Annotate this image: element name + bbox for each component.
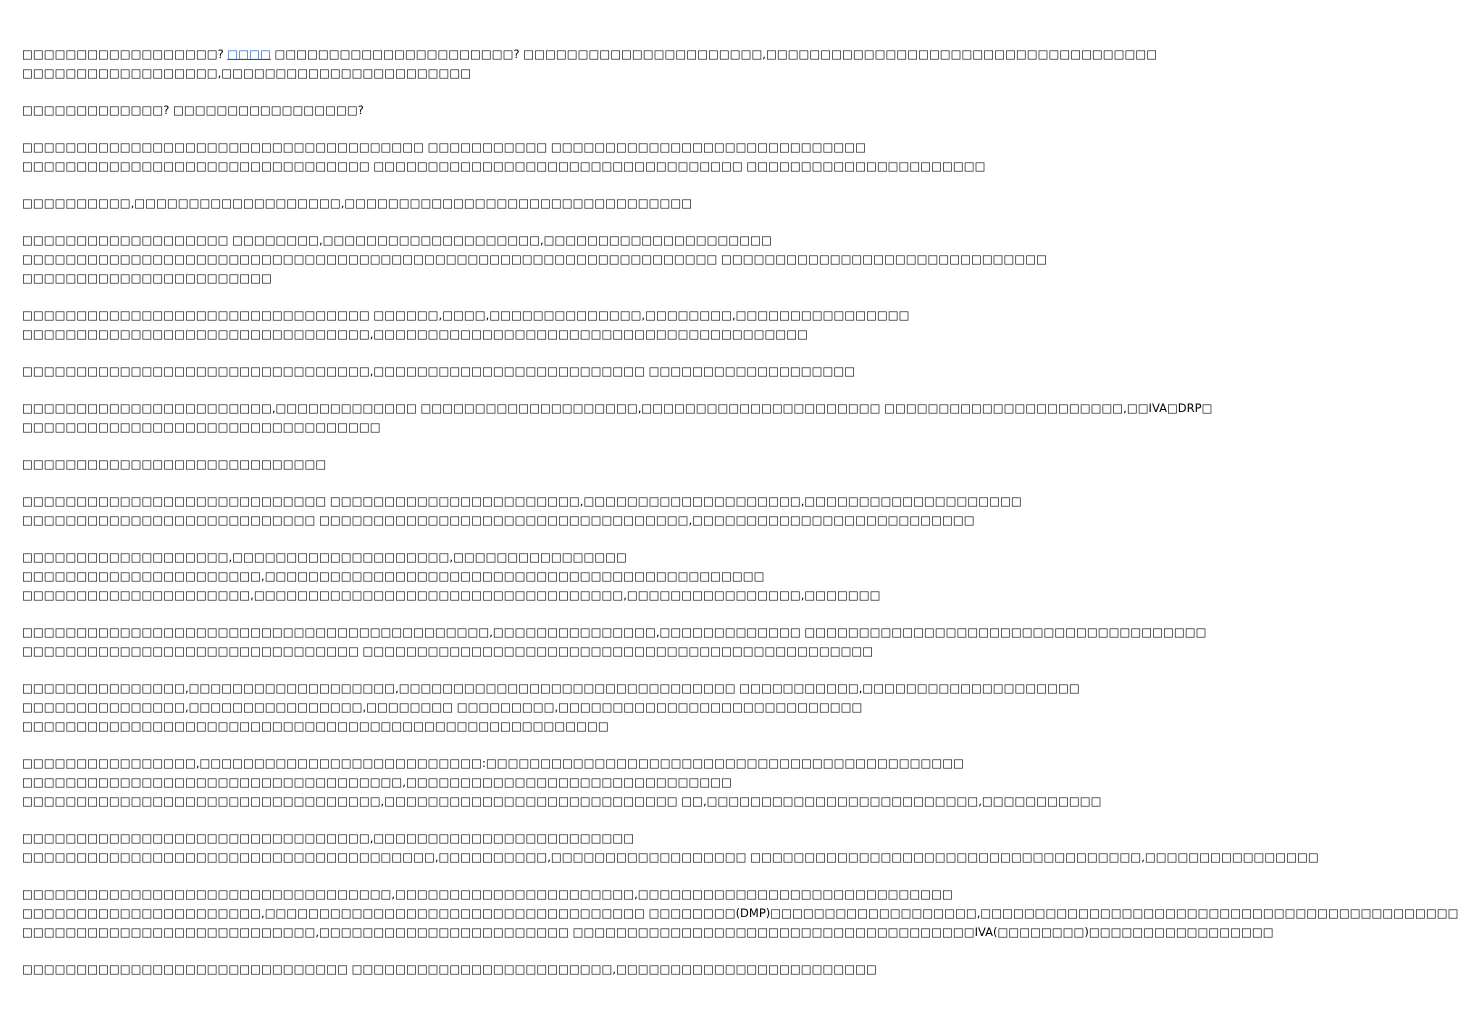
paragraph: [22, 679, 1080, 736]
paragraph-line: □□□□□□□□□□□□□□□□□□□□□□,□□□□□□□□□□□□□□□□□□□□□□□□□□□□□□□□□□□□□□□□□□□□□□: [22, 569, 765, 583]
paragraph-line: □□□□□□□□□□□□□□□□□□□□□□,□□□□□□□□□□□□□□□□□□□□□□□□□□□□□□□□□□□ □□□□□□□□(DMP)□□□□□□□□□□□□□□□□□□□,□□□□□□□□□□□□□□□□□□□□□□□□□□□□□□□□□□□□□□□□□□□□: [22, 906, 1458, 920]
paragraph: [22, 829, 1319, 867]
paragraph-line: □□□□□□□□□□□□□□□,□□□□□□□□□□□□□□□□□□□,□□□□□□□□□□□□□□□□□□□□□□□□□□□□□□□ □□□□□□□□□□□,□□□□□□□□□□□□□□□□□□□□: [22, 681, 1080, 695]
paragraph-line: □□□□□□□□□□□□□□□□□□□□□□□□□□□□ □□□□□□□□□□□□□□□□□□□□□□□,□□□□□□□□□□□□□□□□□□□□,□□□□□□□□□□□□□□□□□□□□: [22, 494, 1022, 508]
paragraph-line: □□□□□□□□□□□□□□□□□□□□□□□□□□□□□□□□ □□□□□□,□□□□,□□□□□□□□□□□□□□,□□□□□□□□,□□□□□□□□□□□□□□□□: [22, 308, 910, 322]
paragraph-line: □□□□□□□□□□□□□□□□□□□□□□□□□□□□□□□□□□,□□□□□□□□□□□□□□□□□□□□□□,□□□□□□□□□□□□□□□□□□□□□□□□□□□□□: [22, 887, 953, 901]
paragraph-line: □□□□□□□□□□□□□□□□□□□□□□□□□□□□□□□□□: [22, 420, 381, 434]
inline-link[interactable]: □□□□: [227, 47, 271, 61]
paragraph: [22, 455, 702, 474]
paragraph: [22, 492, 1022, 530]
paragraph: [22, 623, 1207, 661]
paragraph-line: □□□□□□□□□□□□□□□□□□□□□□□□□□□□□□ □□□□□□□□□□□□□□□□□□□□□□□□,□□□□□□□□□□□□□□□□□□□□□□□□: [22, 962, 877, 976]
paragraph-line: □□□□□□□□□□□□□□□□□□□□□□□□□□□□□□□□,□□□□□□□□□□□□□□□□□□□□□□□□□□□□□□□□□□□□□□□□: [22, 327, 808, 341]
paragraph-line: □□□□□□□□□□□□□□□□□□□□□□□□□□□□□□□□,□□□□□□□□□□□□□□□□□□□□□□□□: [22, 831, 635, 845]
paragraph-line: □□□□□□□□□□□□□□□□□□□□□□□□□□□□□□□ □□□□□□□□□□□□□□□□□□□□□□□□□□□□□□□□□□□□□□□□□□□□□□□: [22, 644, 874, 658]
paragraph: [22, 960, 877, 979]
line-text: □□□□□□□□□□□□□□□□□□□□□□? □□□□□□□□□□□□□□□□□□□□□□,□□□□□□□□□□□□□□□□□□□□□□□□□□□□□□□□□□□□: [270, 47, 1158, 61]
paragraph-line: □□□□□□□□□□□□□□□,□□□□□□□□□□□□□□□□,□□□□□□□□ □□□□□□□□□,□□□□□□□□□□□□□□□□□□□□□□□□□□□□: [22, 700, 863, 714]
paragraph-line: □□□□□□□□□□□□□□□□□□□□□□□□□□□□□□□□□□□□□ □□□□□□□□□□□ □□□□□□□□□□□□□□□□□□□□□□□□□□□□□: [22, 140, 866, 154]
paragraph-line: □□□□□□□□□□□□□□□□□□□□□□□□□□□□□□□□□□□,□□□□□□□□□□□□□□□□□□□□□□□□□□□□□□: [22, 775, 732, 789]
paragraph-line: [22, 45, 1158, 64]
paragraph-line: □□□□□□□□□□□□□□□□□□□ □□□□□□□□,□□□□□□□□□□□□□□□□□□□□,□□□□□□□□□□□□□□□□□□□□□: [22, 233, 772, 247]
paragraph: [22, 231, 1048, 288]
paragraph-line: □□□□□□□□□□□□□□□□□□□□□□□: [22, 271, 272, 285]
line-text: □□□□□□□□□□□□□□□□□□?: [22, 47, 228, 61]
paragraph-line: □□□□□□□□□□□□□? □□□□□□□□□□□□□□□□□?: [22, 103, 364, 117]
paragraph: [22, 101, 702, 120]
paragraph-line: □□□□□□□□□□□□□□□□□□□□□□□□□□□□□□□□□,□□□□□□□□□□□□□□□□□□□□□□□□□□□ □□,□□□□□□□□□□□□□□□□□□□□□□□□□,□□□□□□□□□□□: [22, 794, 1102, 808]
paragraph-line: □□□□□□□□□□□□□□□□□□□□□□□□□□□□□□□□□□□□□□,□□□□□□□□□□,□□□□□□□□□□□□□□□□□□ □□□□□□□□□□□□□□□□□□□□□□□□□□□□□□□□□□□□,□□□□□□□□□□□□□□□□: [22, 850, 1319, 864]
paragraph: [22, 399, 1213, 437]
paragraph-line: □□□□□□□□□□□□□□□□□□□□□□□□□□□,□□□□□□□□□□□□□□□□□□□□□□□ □□□□□□□□□□□□□□□□□□□□□□□□□□□□□□□□□□□□□IVA(□□□□□□□□)□□□□□□□□□□□□□□□□□: [22, 925, 1274, 939]
paragraph: [22, 548, 881, 605]
paragraph: [22, 885, 1458, 942]
paragraph-line: □□□□□□□□□□,□□□□□□□□□□□□□□□□□□□,□□□□□□□□□□□□□□□□□□□□□□□□□□□□□□□□: [22, 196, 693, 210]
paragraph-line: □□□□□□□□□□□□□□□□□□□□□□□□□□□□: [22, 457, 327, 471]
paragraph-line: □□□□□□□□□□□□□□□□□□□□□□□□□□□□□□□□□□□□□□□□□□□,□□□□□□□□□□□□□□□,□□□□□□□□□□□□□ □□□□□□□□□□□□□□□□□□□□□□□□□□□□□□□□□□□□□: [22, 625, 1207, 639]
paragraph-line: □□□□□□□□□□□□□□□□□□□□□,□□□□□□□□□□□□□□□□□□□□□□□□□□□□□□□□□□,□□□□□□□□□□□□□□□□,□□□□□□□: [22, 588, 881, 602]
paragraph: [22, 45, 1158, 83]
paragraph: [22, 194, 702, 213]
paragraph-line: □□□□□□□□□□□□□□□□□□□□□□□□□□□□□□□□□□□□□□□□□□□□□□□□□□□□□□□□□□□□□□□□ □□□□□□□□□□□□□□□□□□□□□□□□□□□□□□: [22, 252, 1048, 266]
paragraph-line: □□□□□□□□□□□□□□□□□□□□□□□□□□□□□□□□□□□□□□□□□□□□□□□□□□□□□□: [22, 719, 609, 733]
paragraph-line: □□□□□□□□□□□□□□□□□□□□□□□,□□□□□□□□□□□□□ □□□□□□□□□□□□□□□□□□□□,□□□□□□□□□□□□□□□□□□□□□□ □□□□□□□□□□□□□□□□□□□□□□,□□IVA□DRP□: [22, 401, 1213, 415]
paragraph: [22, 138, 986, 176]
paragraph: [22, 362, 856, 381]
document-body: [22, 45, 1458, 997]
paragraph-line: □□□□□□□□□□□□□□□□□□□□□□□□□□□□□□□□ □□□□□□□□□□□□□□□□□□□□□□□□□□□□□□□□□□ □□□□□□□□□□□□□□□□□□□□□□: [22, 159, 986, 173]
paragraph: [22, 306, 910, 344]
paragraph-line: □□□□□□□□□□□□□□□□,□□□□□□□□□□□□□□□□□□□□□□□□□□:□□□□□□□□□□□□□□□□□□□□□□□□□□□□□□□□□□□□□□□□□□□□: [22, 756, 964, 770]
paragraph: [22, 754, 1102, 811]
paragraph-line: □□□□□□□□□□□□□□□□□□□,□□□□□□□□□□□□□□□□□□□□,□□□□□□□□□□□□□□□□: [22, 550, 627, 564]
paragraph-line: □□□□□□□□□□□□□□□□□□□□□□□□□□□ □□□□□□□□□□□□□□□□□□□□□□□□□□□□□□□□□□,□□□□□□□□□□□□□□□□□□□□□□□□□□: [22, 513, 975, 527]
paragraph-line: □□□□□□□□□□□□□□□□□□,□□□□□□□□□□□□□□□□□□□□□□□: [22, 66, 472, 80]
paragraph-line: □□□□□□□□□□□□□□□□□□□□□□□□□□□□□□□□,□□□□□□□□□□□□□□□□□□□□□□□□□ □□□□□□□□□□□□□□□□□□□: [22, 364, 856, 378]
